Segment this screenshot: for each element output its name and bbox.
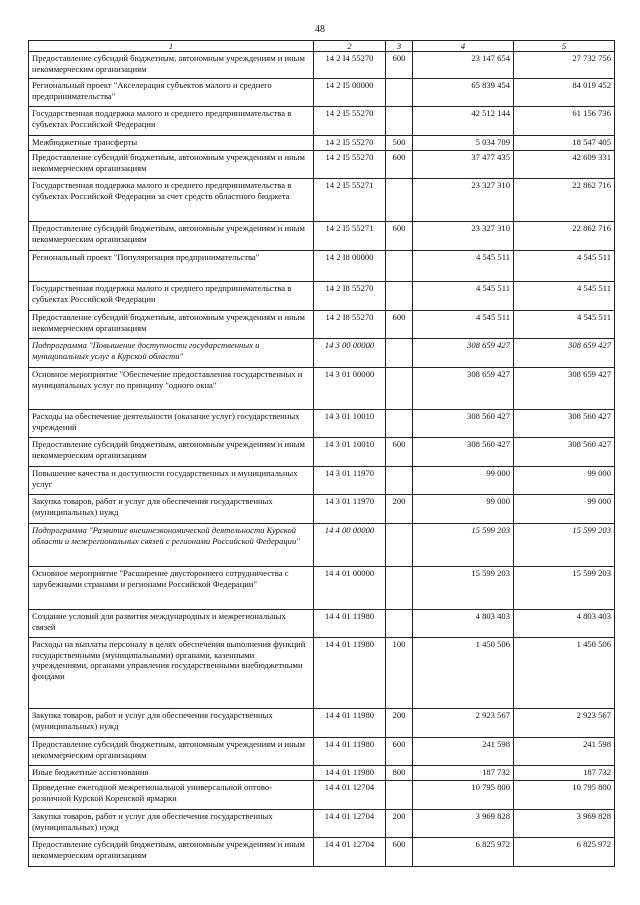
row-amount-year2-cell: 4 803 403 [514, 610, 615, 638]
row-expense-type-cell: 200 [386, 495, 413, 524]
row-name-cell: Повышение качества и доступности государственных и муниципальных услуг [29, 467, 314, 495]
row-amount-year2-cell: 84 019 452 [514, 79, 615, 107]
row-name-cell: Проведение ежегодной межрегиональной универсальной оптово-розничной Курской Коренской ярмарки [29, 781, 314, 810]
row-expense-type-cell [386, 467, 413, 495]
row-name-cell: Подпрограмма "Повышение доступности государственных и муниципальных услуг в Курской области" [29, 339, 314, 368]
row-amount-year2-cell: 61 156 736 [514, 107, 615, 136]
row-expense-type-cell: 800 [386, 766, 413, 781]
table-row [29, 52, 615, 79]
row-name-cell: Предоставление субсидий бюджетным, автономным учреждениям и иным некоммерческим организациям [29, 838, 314, 867]
row-amount-year2-cell: 99 000 [514, 467, 615, 495]
row-name-cell: Государственная поддержка малого и среднего предпринимательства в субъектах Российской Федерации [29, 282, 314, 311]
row-name-cell: Государственная поддержка малого и среднего предпринимательства в субъектах Российской Федерации за счет средств областного бюджета [29, 179, 314, 222]
row-code-cell: 14 2 I5 55271 [314, 222, 386, 251]
row-amount-year2-cell: 4 545 511 [514, 251, 615, 282]
row-name-cell: Основное мероприятие "Расширение двустороннего сотрудничества с зарубежными странами и регионами Российской Федерации" [29, 567, 314, 610]
row-code-cell: 14 4 01 11980 [314, 610, 386, 638]
row-code-cell: 14 2 I5 55270 [314, 136, 386, 151]
row-amount-year1-cell: 99 000 [413, 495, 514, 524]
row-name-cell: Предоставление субсидий бюджетным, автономным учреждениям и иным некоммерческим организациям [29, 438, 314, 467]
row-amount-year1-cell: 1 450 506 [413, 638, 514, 709]
row-amount-year2-cell: 42 609 331 [514, 151, 615, 179]
row-code-cell: 14 3 01 00000 [314, 368, 386, 410]
row-amount-year2-cell: 22 862 716 [514, 179, 615, 222]
table-row [29, 151, 615, 179]
row-name-cell: Межбюджетные трансферты [29, 136, 314, 151]
row-amount-year2-cell: 187 732 [514, 766, 615, 781]
row-code-cell: 14 2 I4 55270 [314, 52, 386, 79]
row-amount-year1-cell: 5 034 709 [413, 136, 514, 151]
row-amount-year2-cell: 22 862 716 [514, 222, 615, 251]
row-expense-type-cell [386, 368, 413, 410]
budget-table-body [29, 41, 615, 867]
column-number-3: 3 [386, 41, 413, 52]
row-amount-year1-cell: 4 545 511 [413, 311, 514, 339]
row-name-cell: Закупка товаров, работ и услуг для обеспечения государственных (муниципальных) нужд [29, 709, 314, 738]
row-amount-year1-cell: 23 327 310 [413, 179, 514, 222]
table-row [29, 810, 615, 838]
row-name-cell: Региональный проект "Акселерация субъектов малого и среднего предпринимательства" [29, 79, 314, 107]
row-code-cell: 14 4 01 11980 [314, 738, 386, 766]
row-name-cell: Закупка товаров, работ и услуг для обеспечения государственных (муниципальных) нужд [29, 810, 314, 838]
table-row [29, 311, 615, 339]
row-amount-year2-cell: 27 732 756 [514, 52, 615, 79]
row-expense-type-cell [386, 524, 413, 567]
table-row [29, 781, 615, 810]
row-amount-year1-cell: 3 969 828 [413, 810, 514, 838]
budget-table [28, 40, 615, 867]
row-expense-type-cell [386, 179, 413, 222]
row-name-cell: Расходы на выплаты персоналу в целях обеспечения выполнения функций государственными (муниципальными) органами, казенными учреждениями, органами управления государственными внебюджетными фондами [29, 638, 314, 709]
row-code-cell: 14 2 I8 55270 [314, 282, 386, 311]
row-expense-type-cell [386, 107, 413, 136]
row-code-cell: 14 4 01 00000 [314, 567, 386, 610]
row-code-cell: 14 4 01 11980 [314, 766, 386, 781]
table-row [29, 438, 615, 467]
row-name-cell: Региональный проект "Популяризация предпринимательства" [29, 251, 314, 282]
column-numbers-row [29, 41, 615, 52]
row-amount-year1-cell: 241 598 [413, 738, 514, 766]
row-name-cell: Закупка товаров, работ и услуг для обеспечения государственных (муниципальных) нужд [29, 495, 314, 524]
row-amount-year2-cell: 3 969 828 [514, 810, 615, 838]
row-amount-year1-cell: 4 545 511 [413, 282, 514, 311]
row-amount-year1-cell: 2 923 567 [413, 709, 514, 738]
row-name-cell: Предоставление субсидий бюджетным, автономным учреждениям и иным некоммерческим организациям [29, 52, 314, 79]
row-code-cell: 14 4 00 00000 [314, 524, 386, 567]
row-name-cell: Подпрограмма "Развитие внешнеэкономической деятельности Курской области и межрегиональных связей с регионами Российской Федерации" [29, 524, 314, 567]
row-name-cell: Государственная поддержка малого и среднего предпринимательства в субъектах Российской Федерации [29, 107, 314, 136]
row-code-cell: 14 4 01 12704 [314, 838, 386, 867]
row-amount-year1-cell: 37 477 435 [413, 151, 514, 179]
table-row [29, 282, 615, 311]
table-row [29, 79, 615, 107]
row-expense-type-cell [386, 781, 413, 810]
row-name-cell: Предоставление субсидий бюджетным, автономным учреждениям и иным некоммерческим организациям [29, 222, 314, 251]
row-amount-year1-cell: 308 560 427 [413, 438, 514, 467]
row-amount-year2-cell: 15 599 203 [514, 567, 615, 610]
row-code-cell: 14 4 01 12704 [314, 810, 386, 838]
row-amount-year1-cell: 4 803 403 [413, 610, 514, 638]
row-amount-year1-cell: 65 839 454 [413, 79, 514, 107]
row-code-cell: 14 3 01 10010 [314, 410, 386, 438]
row-expense-type-cell [386, 410, 413, 438]
row-name-cell: Предоставление субсидий бюджетным, автономным учреждениям и иным некоммерческим организациям [29, 738, 314, 766]
row-code-cell: 14 2 I8 55270 [314, 311, 386, 339]
row-expense-type-cell: 600 [386, 151, 413, 179]
row-amount-year2-cell: 15 599 203 [514, 524, 615, 567]
row-name-cell: Предоставление субсидий бюджетным, автономным учреждениям и иным некоммерческим организациям [29, 151, 314, 179]
row-expense-type-cell: 600 [386, 52, 413, 79]
row-amount-year2-cell: 308 659 427 [514, 368, 615, 410]
row-expense-type-cell [386, 79, 413, 107]
row-amount-year1-cell: 308 659 427 [413, 339, 514, 368]
row-code-cell: 14 3 01 10010 [314, 438, 386, 467]
column-number-2: 2 [314, 41, 386, 52]
row-expense-type-cell [386, 251, 413, 282]
row-amount-year2-cell: 1 450 506 [514, 638, 615, 709]
row-expense-type-cell [386, 339, 413, 368]
row-expense-type-cell: 600 [386, 738, 413, 766]
row-amount-year2-cell: 4 545 511 [514, 282, 615, 311]
row-amount-year2-cell: 6 825 972 [514, 838, 615, 867]
row-expense-type-cell [386, 282, 413, 311]
row-amount-year2-cell: 18 547 405 [514, 136, 615, 151]
table-row [29, 738, 615, 766]
row-amount-year1-cell: 10 795 800 [413, 781, 514, 810]
row-amount-year1-cell: 187 732 [413, 766, 514, 781]
row-amount-year2-cell: 4 545 511 [514, 311, 615, 339]
row-expense-type-cell: 200 [386, 709, 413, 738]
row-expense-type-cell: 100 [386, 638, 413, 709]
table-row [29, 495, 615, 524]
row-amount-year2-cell: 99 000 [514, 495, 615, 524]
table-row [29, 766, 615, 781]
table-row [29, 107, 615, 136]
row-amount-year1-cell: 42 512 144 [413, 107, 514, 136]
row-amount-year1-cell: 99 000 [413, 467, 514, 495]
row-amount-year1-cell: 308 659 427 [413, 368, 514, 410]
row-amount-year1-cell: 4 545 511 [413, 251, 514, 282]
row-code-cell: 14 2 I5 00000 [314, 79, 386, 107]
row-code-cell: 14 4 01 12704 [314, 781, 386, 810]
column-number-1: 1 [29, 41, 314, 52]
row-name-cell: Расходы на обеспечение деятельности (оказание услуг) государственных учреждений [29, 410, 314, 438]
row-expense-type-cell [386, 567, 413, 610]
column-number-5: 5 [514, 41, 615, 52]
column-number-4: 4 [413, 41, 514, 52]
row-amount-year2-cell: 308 659 427 [514, 339, 615, 368]
table-row [29, 524, 615, 567]
row-amount-year1-cell: 308 560 427 [413, 410, 514, 438]
table-row [29, 638, 615, 709]
row-expense-type-cell: 200 [386, 810, 413, 838]
table-row [29, 709, 615, 738]
page-number: 48 [315, 24, 325, 35]
row-name-cell: Предоставление субсидий бюджетным, автономным учреждениям и иным некоммерческим организациям [29, 311, 314, 339]
row-name-cell: Создание условий для развития международных и межрегиональных связей [29, 610, 314, 638]
table-row [29, 567, 615, 610]
row-amount-year2-cell: 308 560 427 [514, 438, 615, 467]
row-expense-type-cell: 600 [386, 222, 413, 251]
row-amount-year1-cell: 23 327 310 [413, 222, 514, 251]
row-code-cell: 14 2 I5 55270 [314, 151, 386, 179]
table-row [29, 179, 615, 222]
table-row [29, 222, 615, 251]
row-amount-year1-cell: 6 825 972 [413, 838, 514, 867]
row-code-cell: 14 3 00 00000 [314, 339, 386, 368]
table-row [29, 838, 615, 867]
row-amount-year1-cell: 15 599 203 [413, 524, 514, 567]
row-expense-type-cell: 600 [386, 838, 413, 867]
row-code-cell: 14 3 01 11970 [314, 495, 386, 524]
row-code-cell: 14 4 01 11980 [314, 638, 386, 709]
table-row [29, 368, 615, 410]
row-name-cell: Основное мероприятие "Обеспечение предоставления государственных и муниципальных услуг по принципу "одного окна" [29, 368, 314, 410]
table-row [29, 136, 615, 151]
row-amount-year2-cell: 10 795 800 [514, 781, 615, 810]
row-code-cell: 14 3 01 11970 [314, 467, 386, 495]
row-amount-year2-cell: 2 923 567 [514, 709, 615, 738]
row-code-cell: 14 2 I8 00000 [314, 251, 386, 282]
table-row [29, 251, 615, 282]
table-row [29, 410, 615, 438]
row-code-cell: 14 4 01 11980 [314, 709, 386, 738]
table-row [29, 610, 615, 638]
row-expense-type-cell: 600 [386, 311, 413, 339]
row-amount-year1-cell: 15 599 203 [413, 567, 514, 610]
row-code-cell: 14 2 I5 55271 [314, 179, 386, 222]
row-code-cell: 14 2 I5 55270 [314, 107, 386, 136]
row-expense-type-cell: 500 [386, 136, 413, 151]
row-amount-year2-cell: 308 560 427 [514, 410, 615, 438]
row-amount-year2-cell: 241 598 [514, 738, 615, 766]
table-row [29, 339, 615, 368]
row-expense-type-cell: 600 [386, 438, 413, 467]
table-row [29, 467, 615, 495]
row-expense-type-cell [386, 610, 413, 638]
row-name-cell: Иные бюджетные ассигнования [29, 766, 314, 781]
row-amount-year1-cell: 23 147 654 [413, 52, 514, 79]
